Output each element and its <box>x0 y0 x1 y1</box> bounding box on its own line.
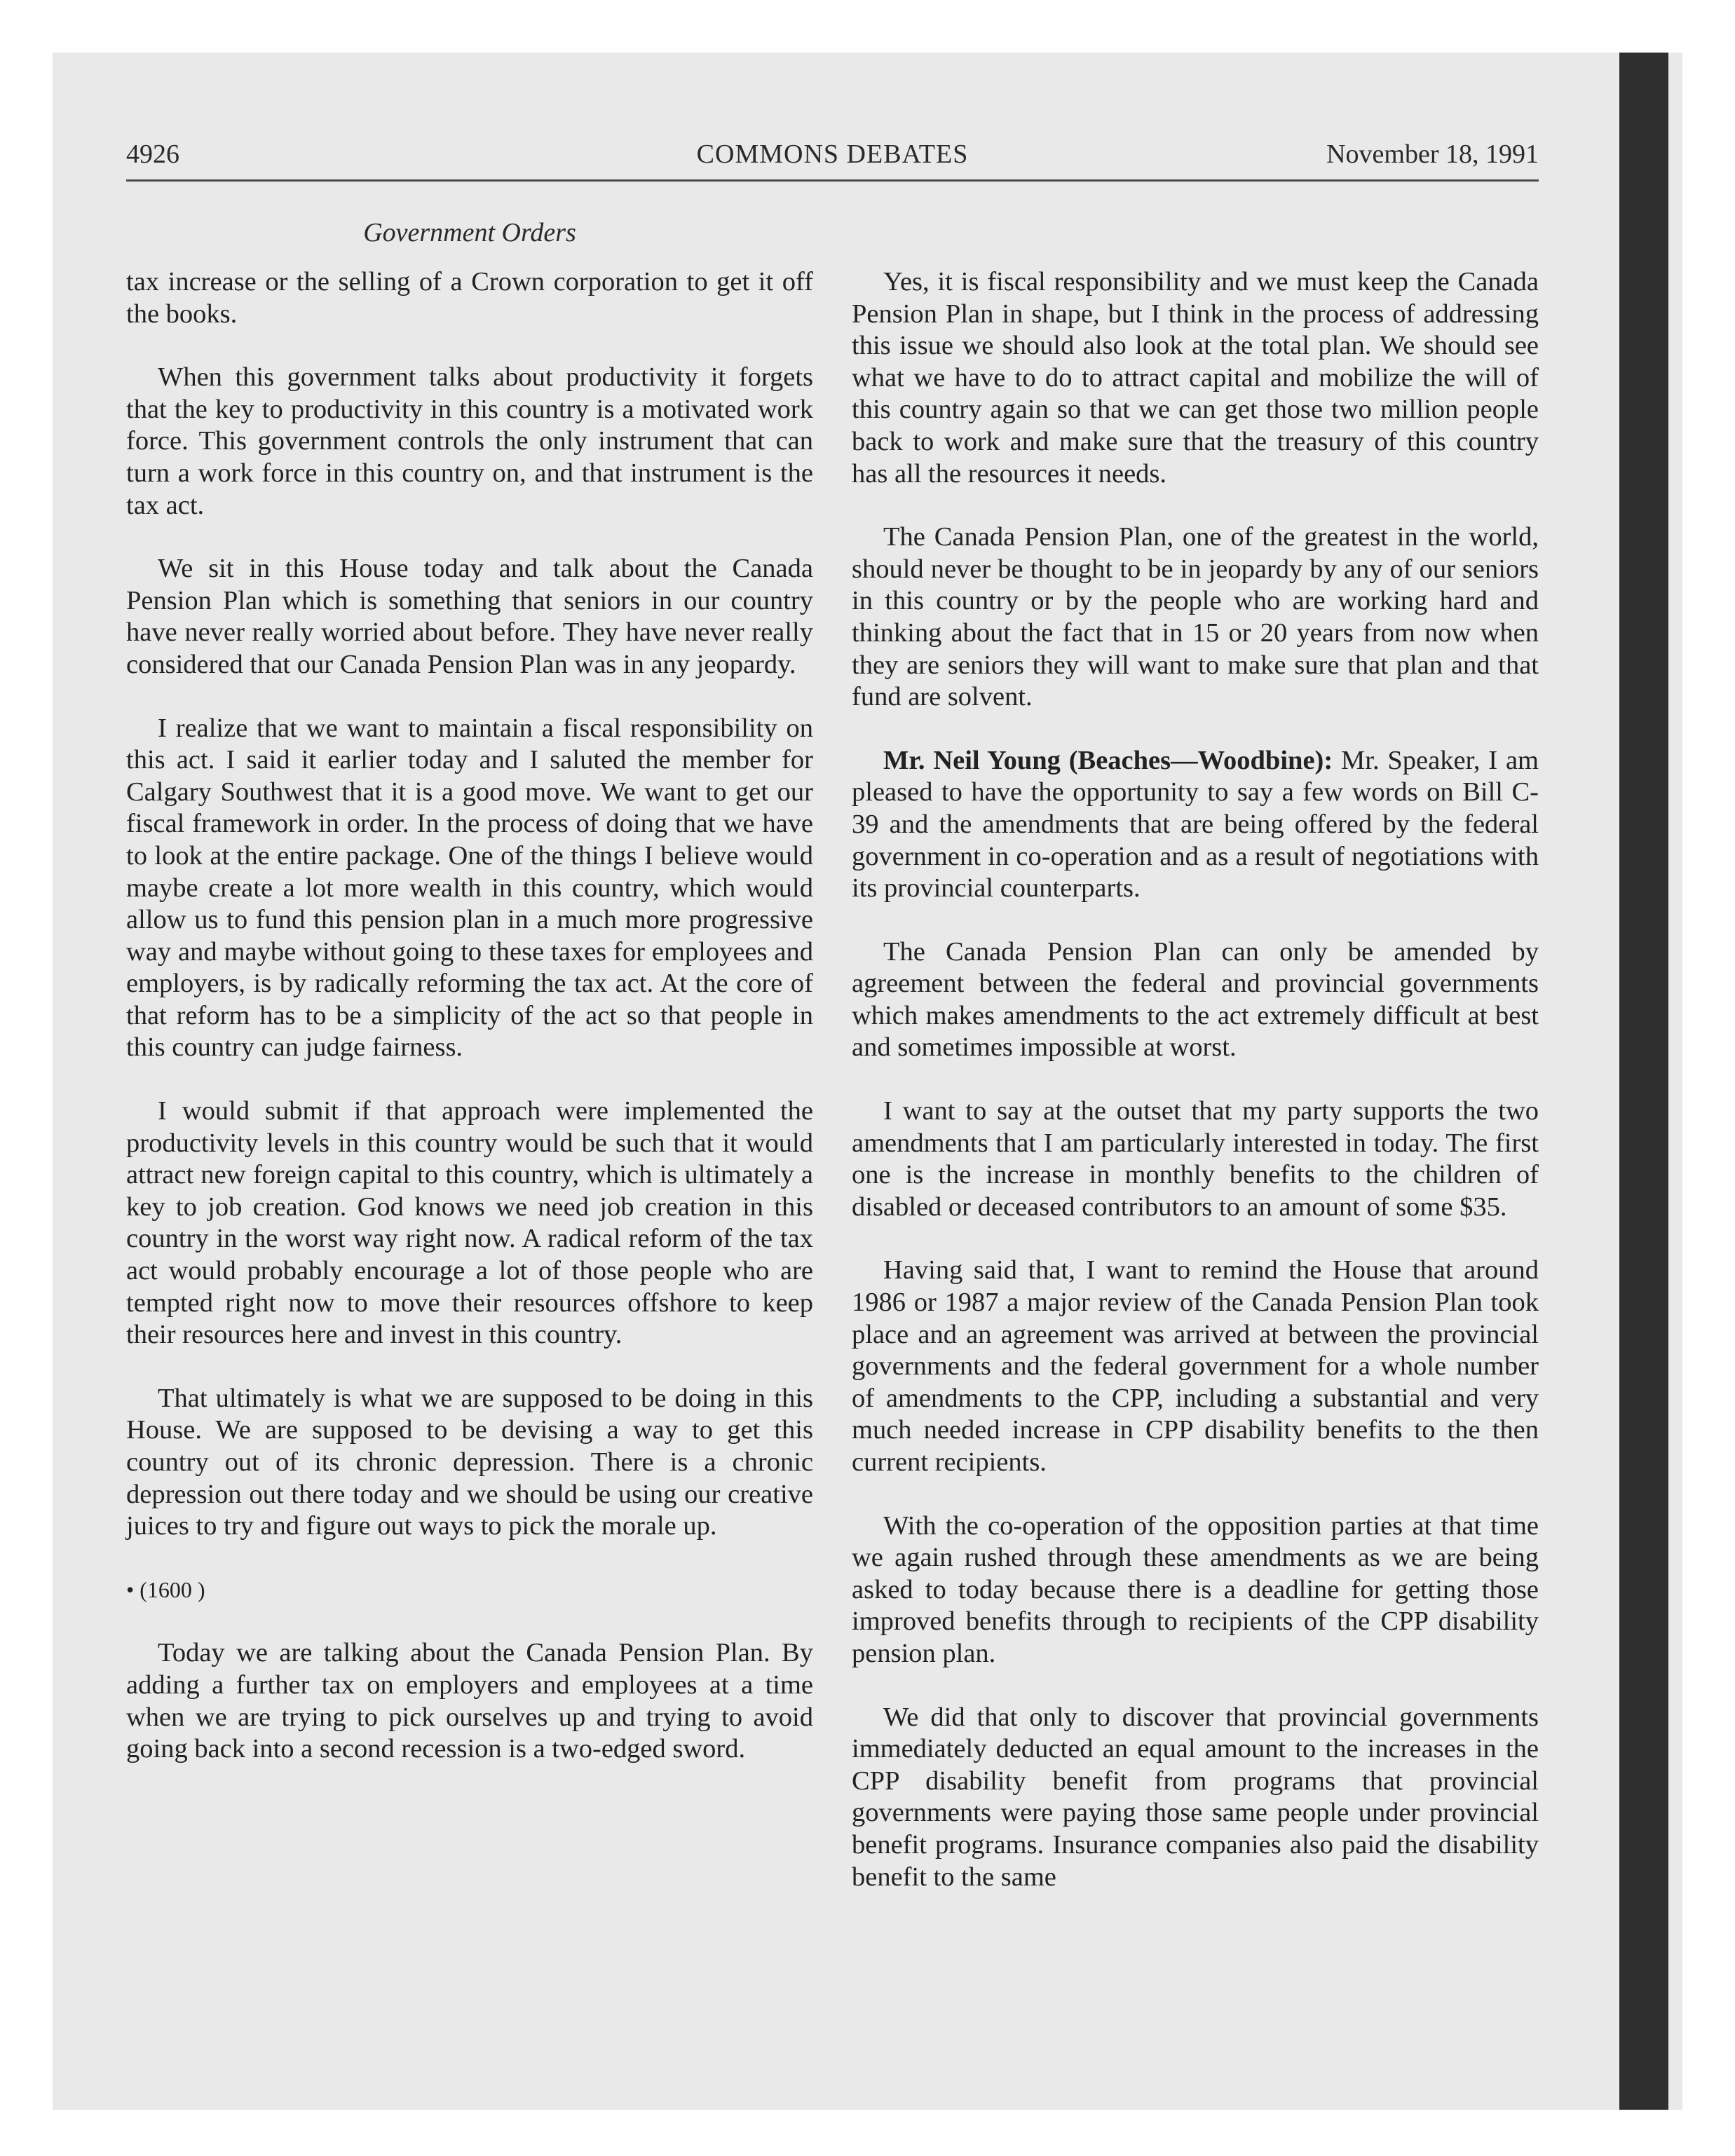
paragraph: That ultimately is what we are supposed to be doing in this House. We are supposed to be devising a way to get this country out of its chronic depression. There is a chronic depression out there today and we should be using our creative juices to try and figure out ways to pick the morale up. <box>126 1383 813 1541</box>
running-header <box>126 139 1539 181</box>
section-heading: Government Orders <box>363 218 576 247</box>
right-column <box>852 266 1539 1925</box>
paragraph: We sit in this House today and talk about the Canada Pension Plan which is something that seniors in our country have never really worried about before. They have never really considered that our Canada Pension Plan was in any jeopardy. <box>126 554 813 679</box>
speaker-name: Mr. Neil Young (Beaches—Woodbine): <box>883 745 1333 775</box>
paragraph: Today we are talking about the Canada Pension Plan. By adding a further tax on employers and employees at a time when we are trying to pick ourselves up and trying to avoid going back into a second recession is a two-edged sword. <box>126 1638 813 1764</box>
paragraph: I realize that we want to maintain a fiscal responsibility on this act. I said it earlier today and I saluted the member for Calgary Southwest that it is a good move. We want to get our fiscal framework in order. In the process of doing that we have to look at the entire package. One of the things I believe would maybe create a lot more wealth in this country, which would allow us to fund this pension plan in a much more progressive way and maybe without going to these taxes for employees and employers, is by radically reforming the tax act. At the core of that reform has to be a simplicity of the act so that people in this country can judge fairness. <box>126 713 813 1063</box>
time-marker: • (1600 ) <box>126 1576 205 1602</box>
paragraph: We did that only to discover that provincial governments immediately deducted an equal amount to the increases in the CPP disability benefit from programs that provincial governments were paying those same people under provincial benefit programs. Insurance companies also paid the disability benefit to the same <box>852 1702 1539 1892</box>
paragraph: Having said that, I want to remind the House that around 1986 or 1987 a major review of the Canada Pension Plan took place and an agreement was arrived at between the provincial governments and the federal government for a whole number of amendments to the CPP, including a substantial and very much needed increase in CPP disability benefits to the then current recipients. <box>852 1255 1539 1477</box>
speech-paragraph <box>852 745 1539 905</box>
publication-title: COMMONS DEBATES <box>696 139 969 169</box>
publication-date: November 18, 1991 <box>1326 139 1539 169</box>
paragraph: The Canada Pension Plan can only be amended by agreement between the federal and provincial governments which makes amendments to the act extremely difficult at best and sometimes impossible at worst. <box>852 936 1539 1063</box>
left-column <box>126 266 813 1797</box>
paragraph: The Canada Pension Plan, one of the greatest in the world, should never be thought to be in jeopardy by any of our seniors in this country or by the people who are working hard and thinking about the fact that in 15 or 20 years from now when they are seniors they will want to make sure that plan and that fund are solvent. <box>852 522 1539 712</box>
paragraph: tax increase or the selling of a Crown corporation to get it off the books. <box>126 267 813 329</box>
paragraph: When this government talks about productivity it forgets that the key to productivity in this country is a motivated work force. This government controls the only instrument that can turn a work force in this country on, and that instrument is the tax act. <box>126 362 813 520</box>
scan-edge-shadow <box>1619 53 1668 2110</box>
page-number: 4926 <box>126 139 179 169</box>
paragraph: I want to say at the outset that my party supports the two amendments that I am particularly interested in today. The first one is the increase in monthly benefits to the children of disabled or deceased contributors to an amount of some $35. <box>852 1096 1539 1222</box>
speech-text: Mr. Speaker, I am pleased to have the opportunity to say a few words on Bill C-39 and the amendments that are being offered by the federal government in co-operation and as a result of negotiations with its provincial counterparts. <box>852 745 1539 903</box>
paragraph: With the co-operation of the opposition parties at that time we again rushed through these amendments as we are being asked to today because there is a deadline for getting those improved benefits through to recipients of the CPP disability pension plan. <box>852 1510 1539 1668</box>
paragraph: I would submit if that approach were implemented the productivity levels in this country would be such that it would attract new foreign capital to this country, which is ultimately a key to job creation. God knows we need job creation in this country in the worst way right now. A radical reform of the tax act would probably encourage a lot of those people who are tempted right now to move their resources offshore to keep their resources here and invest in this country. <box>126 1096 813 1350</box>
header-rule <box>126 179 1539 182</box>
paragraph: Yes, it is fiscal responsibility and we must keep the Canada Pension Plan in shape, but I think in the process of addressing this issue we should also look at the total plan. We should see what we have to do to attract capital and mobilize the will of this country again so that we can get those two million people back to work and make sure that the treasury of this country has all the resources it needs. <box>852 267 1539 489</box>
